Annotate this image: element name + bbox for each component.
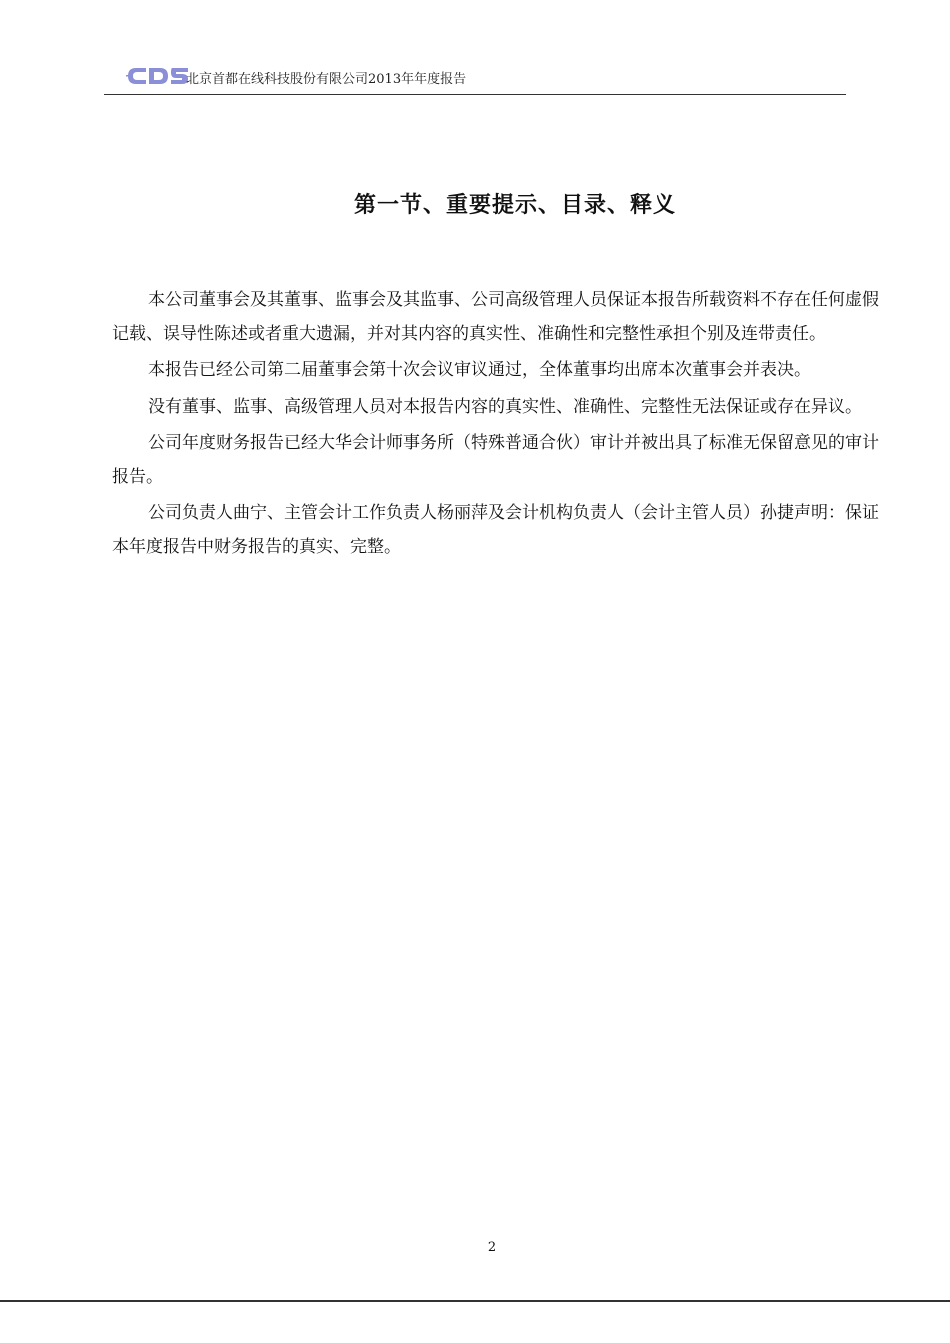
page-number: 2 bbox=[487, 1240, 497, 1255]
notice-paragraph: 本报告已经公司第二届董事会第十次会议审议通过，全体董事均出席本次董事会并表决。 bbox=[148, 360, 811, 380]
notice-paragraph: 本公司董事会及其董事、监事会及其监事、公司高级管理人员保证本报告所载资料不存在任何虚假记载、误导性陈述或者重大遗漏，并对其内容的真实性、准确性和完整性承担个别及连带责任。 bbox=[112, 290, 879, 344]
notice-paragraph: 公司年度财务报告已经大华会计师事务所（特殊普通合伙）审计并被出具了标准无保留意见的审计报告。 bbox=[112, 433, 879, 487]
notice-body bbox=[112, 284, 880, 567]
footer-divider bbox=[0, 1300, 950, 1302]
company-logo bbox=[126, 66, 190, 86]
report-header-title: 北京首都在线科技股份有限公司2013年年度报告 bbox=[186, 72, 467, 87]
notice-paragraph: 公司负责人曲宁、主管会计工作负责人杨丽萍及会计机构负责人（会计主管人员）孙捷声明：保证本年度报告中财务报告的真实、完整。 bbox=[112, 503, 879, 557]
section-title: 第一节、重要提示、目录、释义 bbox=[353, 193, 676, 218]
notice-paragraph: 没有董事、监事、高级管理人员对本报告内容的真实性、准确性、完整性无法保证或存在异议。 bbox=[148, 396, 862, 417]
page-header bbox=[104, 62, 846, 95]
